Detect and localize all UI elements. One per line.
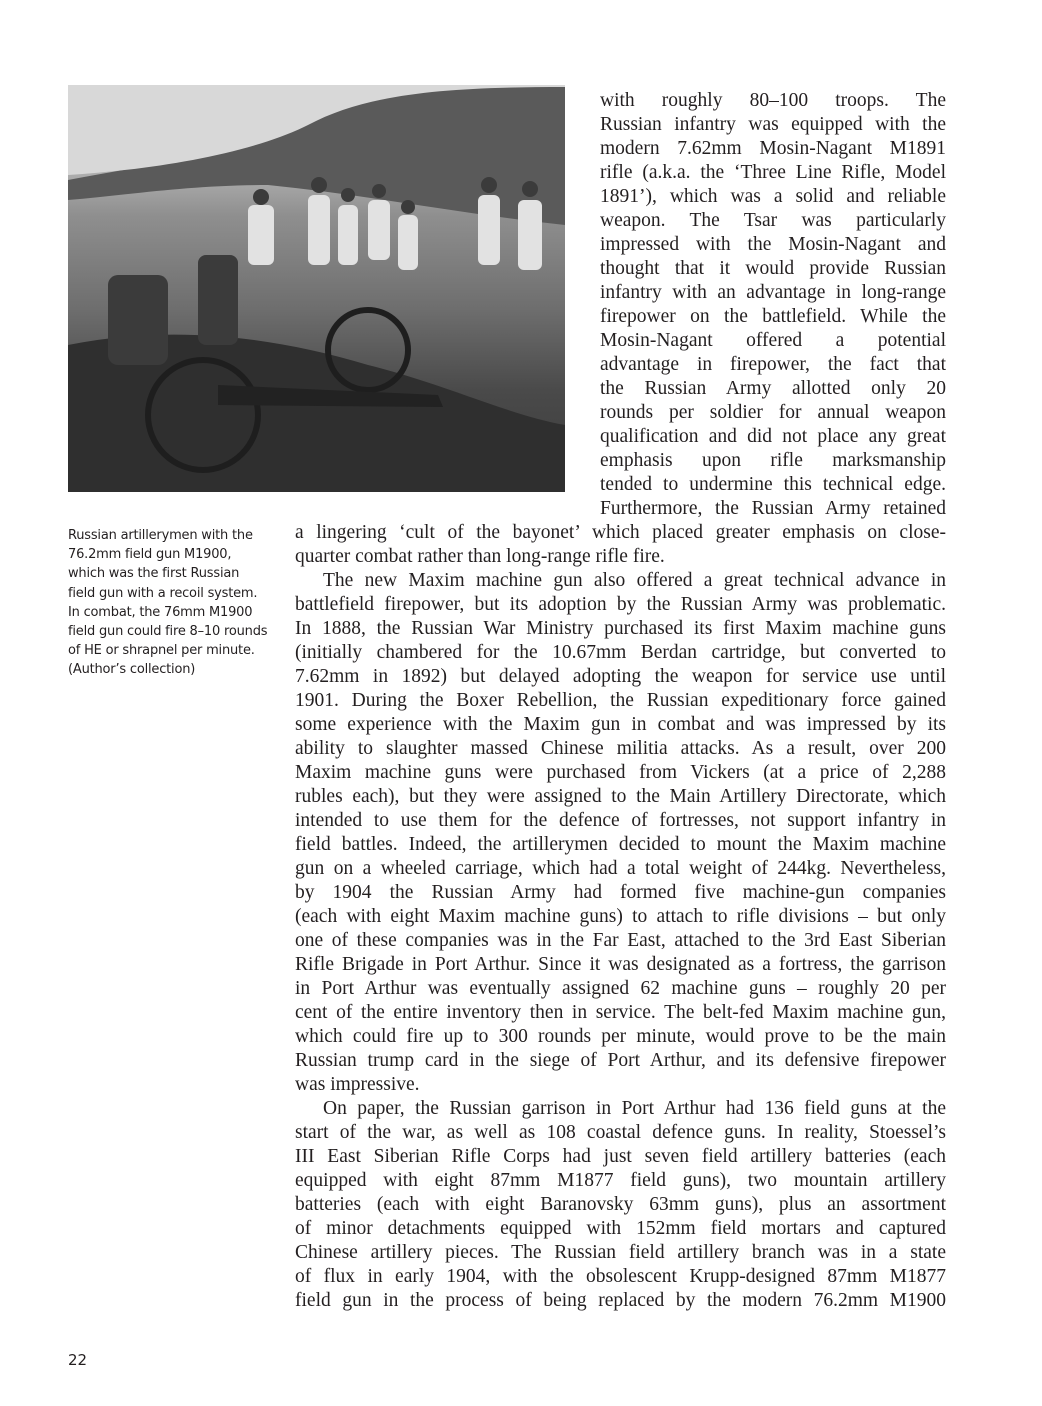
body-text-line: Mosin-Nagant offered a potential [600,330,946,351]
body-text-line: field battles. Indeed, the artillerymen decided to mount the Maxim machine [295,834,946,855]
body-text-line: infantry with an advantage in long-range [600,282,946,303]
body-text-line: which could fire up to 300 rounds per minute, would prove to be the main [295,1026,946,1047]
body-text-line: emphasis upon rifle marksmanship [600,450,946,471]
body-text-line: thought that it would provide Russian [600,258,946,279]
body-text-line: was impressive. [295,1074,420,1095]
caption-line: which was the first Russian [68,566,240,582]
body-text-line: battlefield firepower, but its adoption by the Russian Army was problematic. [295,594,946,615]
body-text-line: In 1888, the Russian War Ministry purchased its first Maxim machine guns [295,618,946,639]
body-text-line: Chinese artillery pieces. The Russian field artillery branch was in a state [295,1242,946,1263]
body-text-line: intended to use them for the defence of fortresses, not support infantry in [295,810,946,831]
body-text-line: start of the war, as well as 108 coastal defence guns. In reality, Stoessel’s [295,1122,946,1143]
body-text-line: batteries (each with eight Baranovsky 63mm guns), plus an assortment [295,1194,946,1215]
body-text-line: some experience with the Maxim gun in combat and was impressed by its [295,714,946,735]
body-text-line: weapon. The Tsar was particularly [600,210,946,231]
body-text-line: modern 7.62mm Mosin-Nagant M1891 [600,138,946,159]
body-text-line: with roughly 80–100 troops. The [600,90,946,111]
body-text-line: The new Maxim machine gun also offered a great technical advance in [323,570,946,591]
body-text-line: one of these companies was in the Far East, attached to the 3rd East Siberian [295,930,946,951]
body-text-line: Maxim machine guns were purchased from Vickers (at a price of 2,288 [295,762,946,783]
photo-illustration [68,85,565,492]
figure-caption [68,526,288,680]
body-text-line: Russian trump card in the siege of Port Arthur, and its defensive firepower [295,1050,946,1071]
body-text-line: Russian infantry was equipped with the [600,114,946,135]
body-text-line: On paper, the Russian garrison in Port Arthur had 136 field guns at the [323,1098,946,1119]
body-text-line: of flux in early 1904, with the obsolescent Krupp-designed 87mm M1877 [295,1266,946,1287]
body-text-line: Rifle Brigade in Port Arthur. Since it was designated as a fortress, the garrison [295,954,946,975]
body-text-line: 1891’), which was a solid and reliable [600,186,946,207]
body-text-line: cent of the entire inventory then in service. The belt-fed Maxim machine gun, [295,1002,946,1023]
caption-line: In combat, the 76mm M1900 [68,604,253,620]
body-text-line: equipped with eight 87mm M1877 field guns), two mountain artillery [295,1170,946,1191]
body-text-line: tended to undermine this technical edge. [600,474,946,495]
body-text-line: 7.62mm in 1892) but delayed adopting the weapon for service use until [295,666,946,687]
body-text-line: Furthermore, the Russian Army retained [600,498,946,519]
body-text-line: advantage in firepower, the fact that [600,354,946,375]
page-number: 22 [68,1351,88,1369]
caption-line: Russian artillerymen with the [68,528,253,543]
body-text-line: quarter combat rather than long-range rifle fire. [295,546,665,567]
body-text-line: in Port Arthur was eventually assigned 62 machine guns – roughly 20 per [295,978,946,999]
caption-line: (Author’s collection) [68,662,196,678]
caption-line: of HE or shrapnel per minute. [68,643,255,659]
caption-line: field gun with a recoil system. [68,585,258,601]
body-text-line: 1901. During the Boxer Rebellion, the Russian expeditionary force gained [295,690,946,711]
body-text-line: gun on a wheeled carriage, which had a total weight of 244kg. Nevertheless, [295,858,946,879]
body-text-line: III East Siberian Rifle Corps had just seven field artillery batteries (each [295,1146,946,1167]
body-text-line: firepower on the battlefield. While the [600,306,946,327]
caption-line: field gun could fire 8–10 rounds [68,624,268,640]
body-text-line: ability to slaughter massed Chinese militia attacks. As a result, over 200 [295,738,946,759]
body-text-line: (each with eight Maxim machine guns) to attach to rifle divisions – but only [295,906,946,927]
body-text-line: of minor detachments equipped with 152mm field mortars and captured [295,1218,946,1239]
photo-russian-artillerymen [68,85,565,492]
body-text-line: (initially chambered for the 10.67mm Berdan cartridge, but converted to [295,642,946,663]
body-text-line: by 1904 the Russian Army had formed five machine-gun companies [295,882,946,903]
body-text-line: field gun in the process of being replaced by the modern 76.2mm M1900 [295,1290,946,1311]
body-text-line: rubles each), but they were assigned to the Main Artillery Directorate, which [295,786,946,807]
body-text-line: rounds per soldier for annual weapon [600,402,946,423]
caption-line: 76.2mm field gun M1900, [68,547,232,563]
body-text-line: the Russian Army allotted only 20 [600,378,946,399]
body-text-line: rifle (a.k.a. the ‘Three Line Rifle, Model [600,162,946,183]
body-text-line: qualification and did not place any great [600,426,946,447]
body-text-line: impressed with the Mosin-Nagant and [600,234,946,255]
body-text-line: a lingering ‘cult of the bayonet’ which placed greater emphasis on close- [295,522,946,543]
